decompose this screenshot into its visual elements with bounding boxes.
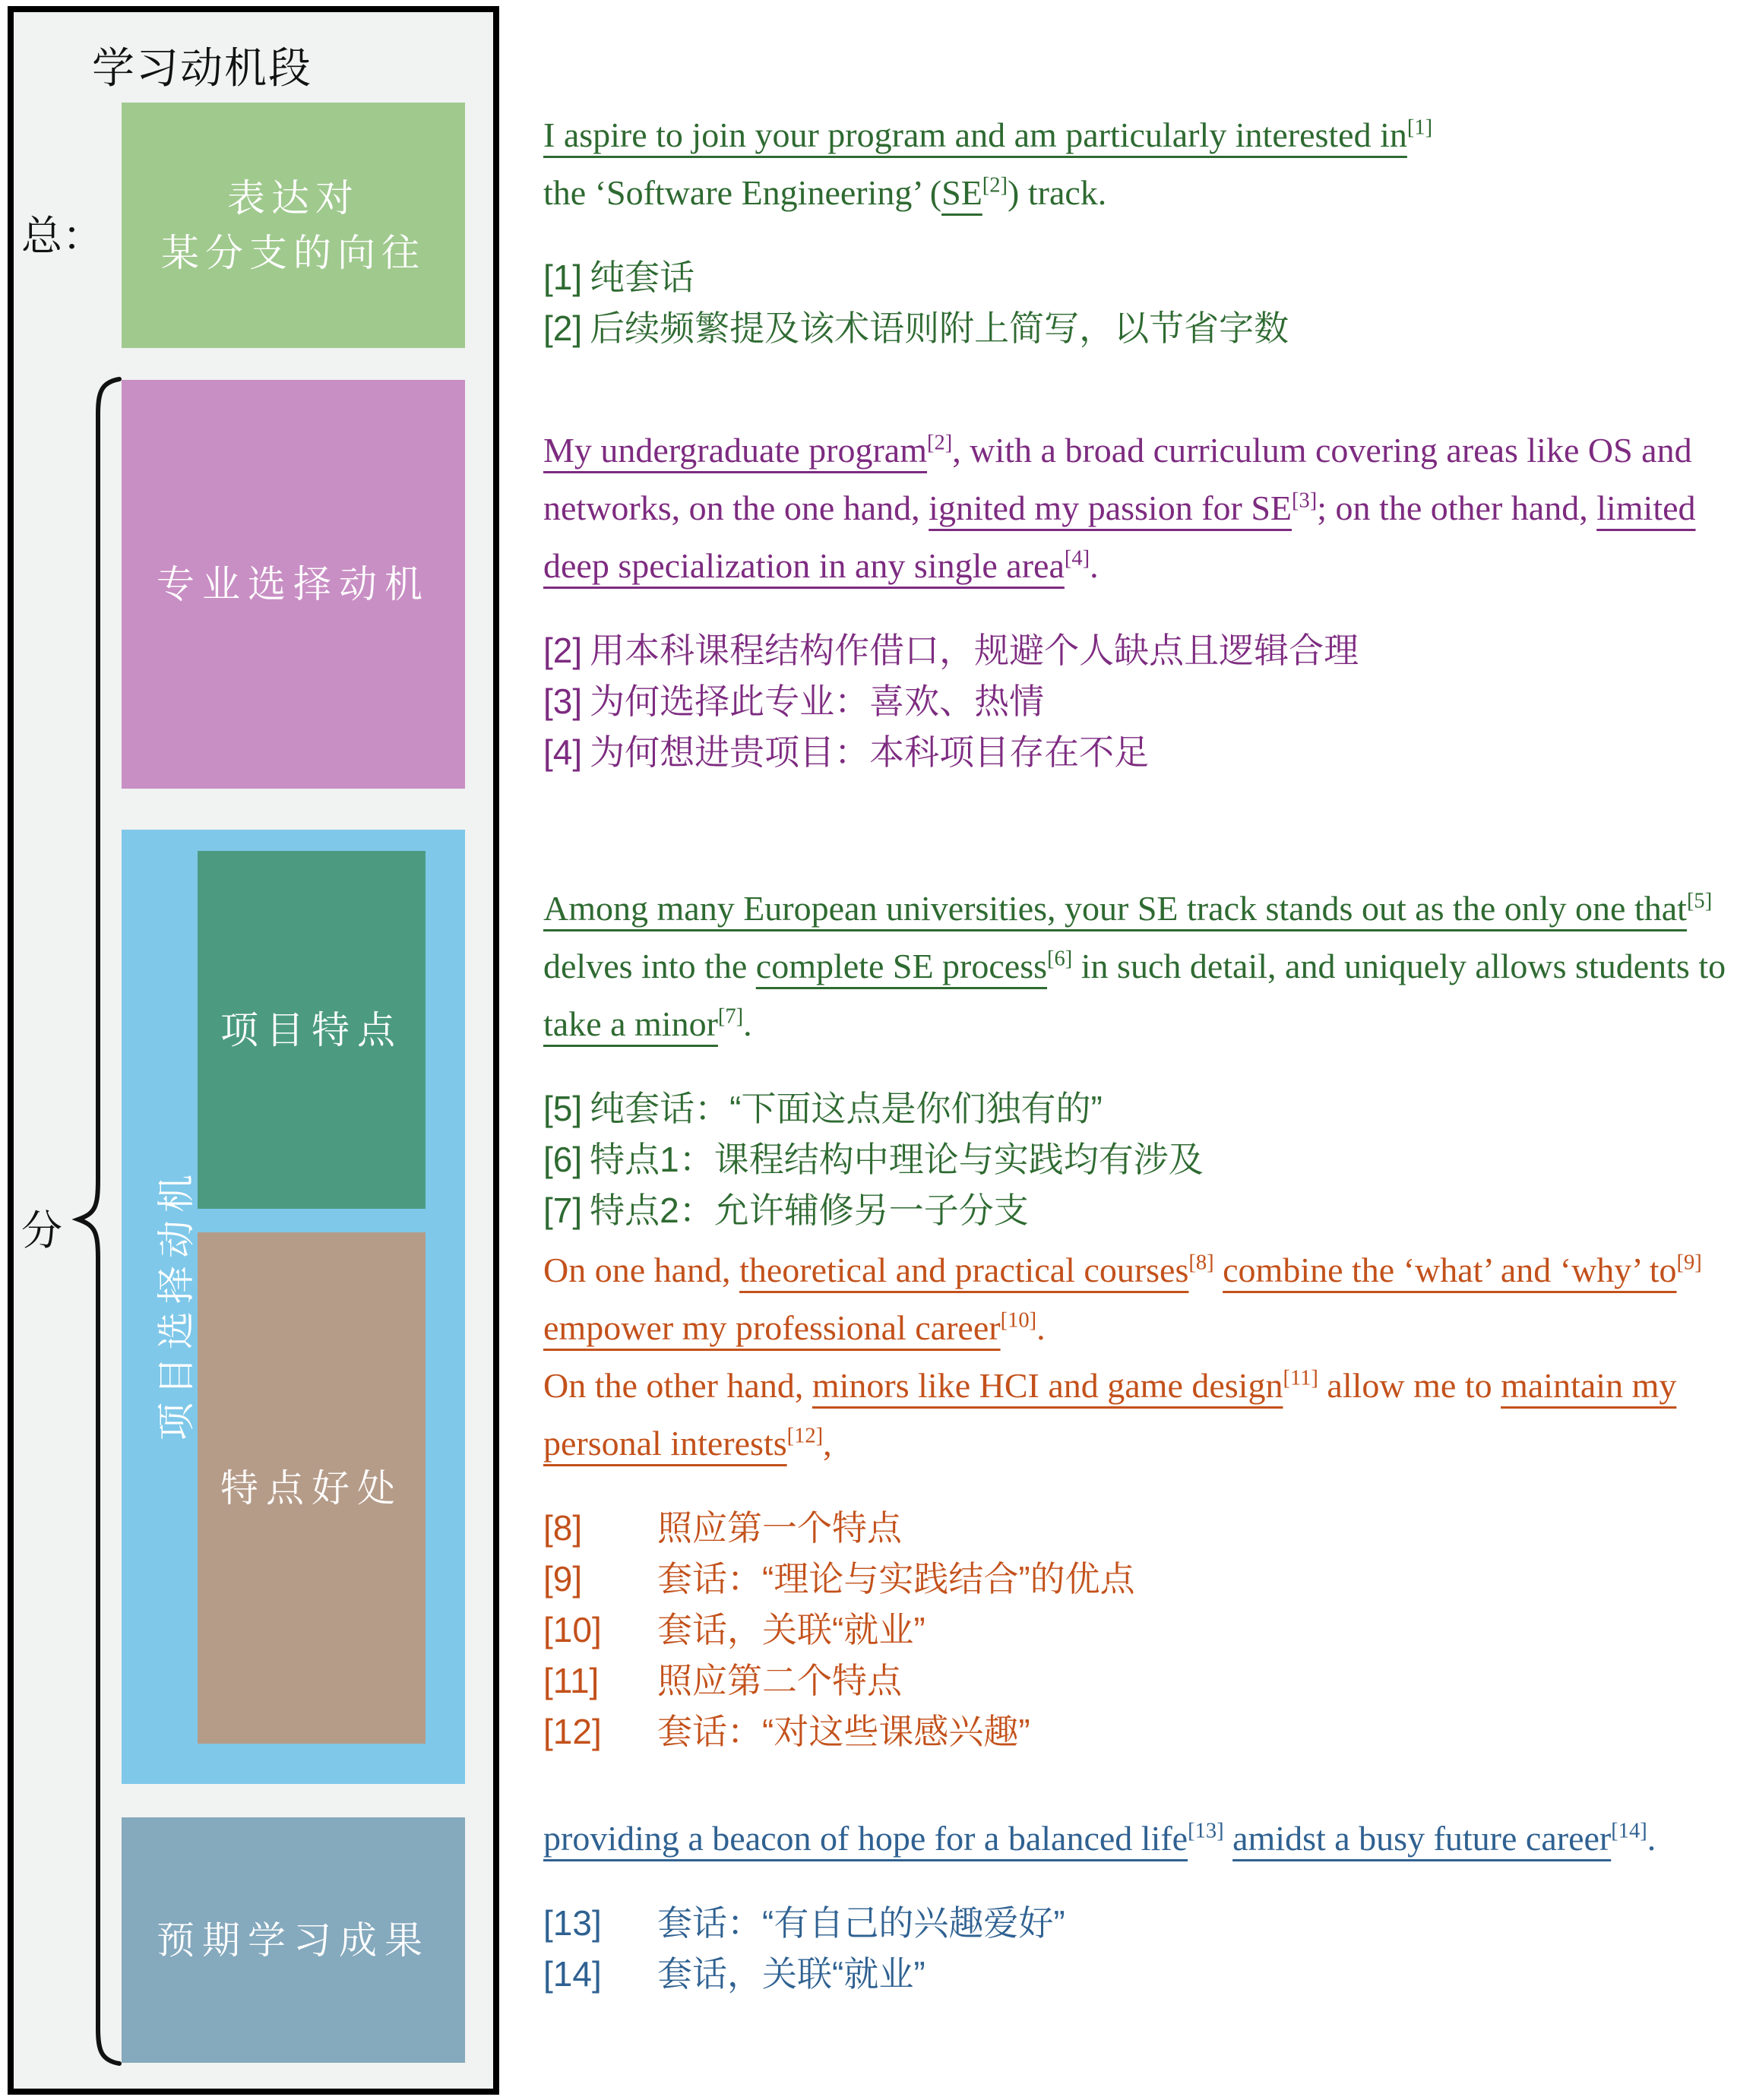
sentence-segment: .: [1036, 1308, 1046, 1347]
block-major-motivation-label: 专业选择动机: [157, 563, 430, 606]
footnote-ref: [2]: [543, 308, 583, 348]
annotation-block-feature-benefits: [543, 1241, 1748, 1757]
panel-title: 学习动机段: [92, 44, 312, 92]
footnote-ref: [3]: [543, 682, 583, 721]
footnote-text: 照应第二个特点: [657, 1661, 902, 1700]
footnote-list: [543, 1503, 1748, 1757]
footnote-marker: [2]: [982, 173, 1008, 198]
footnote-text: 纯套话: [590, 258, 695, 297]
sentence-segment: take a minor: [543, 1004, 718, 1043]
footnote-text: 纯套话：“下面这点是你们独有的”: [590, 1089, 1103, 1128]
footnote-item: [543, 1949, 1748, 2000]
footnote-text: 后续频繁提及该术语则附上简写，以节省字数: [590, 308, 1289, 348]
footnote-ref: [11]: [543, 1661, 600, 1700]
sentence-segment: , with a broad curriculum covering areas like OS and networks, on the one hand,: [543, 431, 1692, 527]
annotated-sentence: [543, 1241, 1748, 1472]
sentence-segment: On the other hand,: [543, 1366, 812, 1405]
footnote-text: 特点1：课程结构中理论与实践均有涉及: [590, 1140, 1204, 1179]
footnote-item: [543, 1554, 1748, 1605]
annotated-sentence: [543, 1810, 1748, 1868]
sentence-segment: ) track.: [1008, 173, 1107, 212]
footnote-marker: [8]: [1188, 1251, 1214, 1275]
block-expected-outcomes: [122, 1817, 465, 2063]
footnote-text: 套话，关联“就业”: [657, 1610, 925, 1649]
sentence-segment: complete SE process: [755, 947, 1048, 985]
footnote-item: [543, 1706, 1748, 1757]
footnote-marker: [2]: [927, 431, 953, 455]
footnote-ref: [13]: [543, 1903, 602, 1943]
sentence-segment: ignited my passion for SE: [929, 489, 1292, 527]
footnote-ref: [9]: [543, 1559, 583, 1599]
footnote-list: [543, 1898, 1748, 2000]
sentence-segment: amidst a busy future career: [1232, 1819, 1612, 1858]
sentence-segment: empower my professional career: [543, 1308, 1001, 1347]
annotated-sentence: [543, 880, 1748, 1053]
block-expected-outcomes-label: 预期学习成果: [157, 1918, 430, 1962]
sentence-segment: [1224, 1819, 1233, 1858]
footnote-ref: [8]: [543, 1508, 583, 1548]
footnote-text: 为何想进贵项目：本科项目存在不足: [590, 732, 1150, 772]
footnote-item: [543, 1134, 1748, 1185]
footnote-text: 套话：“理论与实践结合”的优点: [657, 1559, 1135, 1599]
sentence-segment: providing a beacon of hope for a balanced life: [543, 1819, 1188, 1858]
footnote-text: 套话：“对这些课感兴趣”: [657, 1712, 1030, 1751]
footnote-text: 套话：“有自己的兴趣爱好”: [657, 1903, 1065, 1943]
footnote-item: [543, 252, 1748, 303]
footnote-text: 用本科课程结构作借口，规避个人缺点且逻辑合理: [590, 631, 1359, 670]
block-feature-benefits-label: 特点好处: [220, 1466, 403, 1510]
block-feature-benefits: [198, 1232, 426, 1744]
sentence-segment: allow me to: [1318, 1366, 1501, 1405]
annotated-sentence: [543, 422, 1748, 595]
block-overall-aspiration: [122, 103, 465, 348]
footnote-marker: [3]: [1292, 489, 1318, 513]
sentence-segment: the ‘Software Engineering’ (: [543, 173, 942, 212]
sentence-segment: in such detail, and uniquely allows students to: [1072, 947, 1726, 985]
footnote-marker: [12]: [786, 1424, 824, 1448]
footnote-ref: [6]: [543, 1140, 583, 1179]
block-overall-aspiration-label: 表达对 某分支的向往: [161, 176, 426, 274]
footnote-text: 套话，关联“就业”: [657, 1954, 925, 1994]
sentence-segment: Among many European universities, your SE track stands out as the only one that: [543, 889, 1687, 928]
footnote-text: 特点2：允许辅修另一子分支: [590, 1191, 1029, 1230]
footnote-text: 照应第一个特点: [657, 1508, 902, 1548]
footnote-item: [543, 625, 1748, 676]
sentence-segment: minors like HCI and game design: [812, 1366, 1283, 1405]
footnote-list: [543, 625, 1748, 778]
fen-brace: [72, 376, 125, 2067]
footnote-ref: [4]: [543, 732, 583, 772]
block-program-features: [198, 851, 426, 1209]
sentence-segment: limited deep specialization in any single area: [543, 489, 1696, 585]
sentence-segment: .: [1647, 1819, 1656, 1858]
footnote-ref: [14]: [543, 1954, 602, 1994]
footnote-item: [543, 1656, 1748, 1706]
sentence-segment: On one hand,: [543, 1251, 740, 1289]
sentence-segment: theoretical and practical courses: [739, 1251, 1189, 1289]
footnote-ref: [10]: [543, 1610, 602, 1649]
zong-label: 总：: [21, 213, 103, 259]
sentence-segment: ,: [823, 1424, 832, 1463]
sentence-segment: ; on the other hand,: [1317, 489, 1597, 527]
footnote-marker: [1]: [1406, 115, 1433, 140]
footnote-item: [543, 1605, 1748, 1656]
sentence-segment: .: [1090, 546, 1099, 585]
block-program-features-label: 项目特点: [220, 1008, 403, 1052]
footnote-marker: [5]: [1686, 889, 1713, 913]
program-motivation-vertical-label: 项目选择动机: [155, 1167, 198, 1441]
sentence-segment: My undergraduate program: [543, 431, 927, 470]
annotation-block-major-motivation: [543, 422, 1748, 778]
footnote-ref: [5]: [543, 1089, 583, 1128]
footnote-ref: [1]: [543, 258, 583, 297]
footnote-marker: [13]: [1188, 1819, 1224, 1843]
sentence-segment: delves into the: [543, 947, 756, 985]
footnote-item: [543, 1083, 1748, 1134]
footnote-ref: [2]: [543, 631, 583, 670]
sentence-segment: I aspire to join your program and am particularly interested in: [543, 115, 1407, 154]
sentence-segment: SE: [941, 173, 982, 212]
footnote-item: [543, 1185, 1748, 1236]
footnote-list: [543, 1083, 1748, 1236]
sentence-segment: .: [743, 1004, 752, 1043]
footnote-marker: [6]: [1047, 947, 1073, 971]
footnote-marker: [11]: [1283, 1366, 1318, 1390]
footnote-item: [543, 727, 1748, 778]
footnote-item: [543, 303, 1748, 354]
footnote-text: 为何选择此专业：喜欢、热情: [590, 682, 1045, 721]
annotated-sentence: [543, 106, 1748, 222]
annotation-block-program-features: [543, 880, 1748, 1236]
footnote-ref: [7]: [543, 1191, 583, 1230]
footnote-marker: [14]: [1611, 1819, 1647, 1843]
block-major-motivation: [122, 380, 465, 789]
footnote-marker: [4]: [1064, 546, 1090, 571]
footnote-item: [543, 1503, 1748, 1554]
sentence-segment: maintain my personal interests: [543, 1366, 1677, 1463]
footnote-item: [543, 1898, 1748, 1949]
footnote-marker: [9]: [1676, 1251, 1702, 1275]
fen-label: 分: [21, 1208, 62, 1254]
annotation-block-expected-outcomes: [543, 1810, 1748, 2000]
footnote-marker: [10]: [1000, 1308, 1037, 1333]
footnote-ref: [12]: [543, 1712, 602, 1751]
footnote-item: [543, 676, 1748, 727]
sentence-segment: combine the ‘what’ and ‘why’ to: [1223, 1251, 1677, 1289]
sentence-segment: [1214, 1251, 1223, 1289]
footnote-marker: [7]: [717, 1004, 744, 1029]
annotation-block-aspiration: [543, 106, 1748, 354]
footnote-list: [543, 252, 1748, 354]
